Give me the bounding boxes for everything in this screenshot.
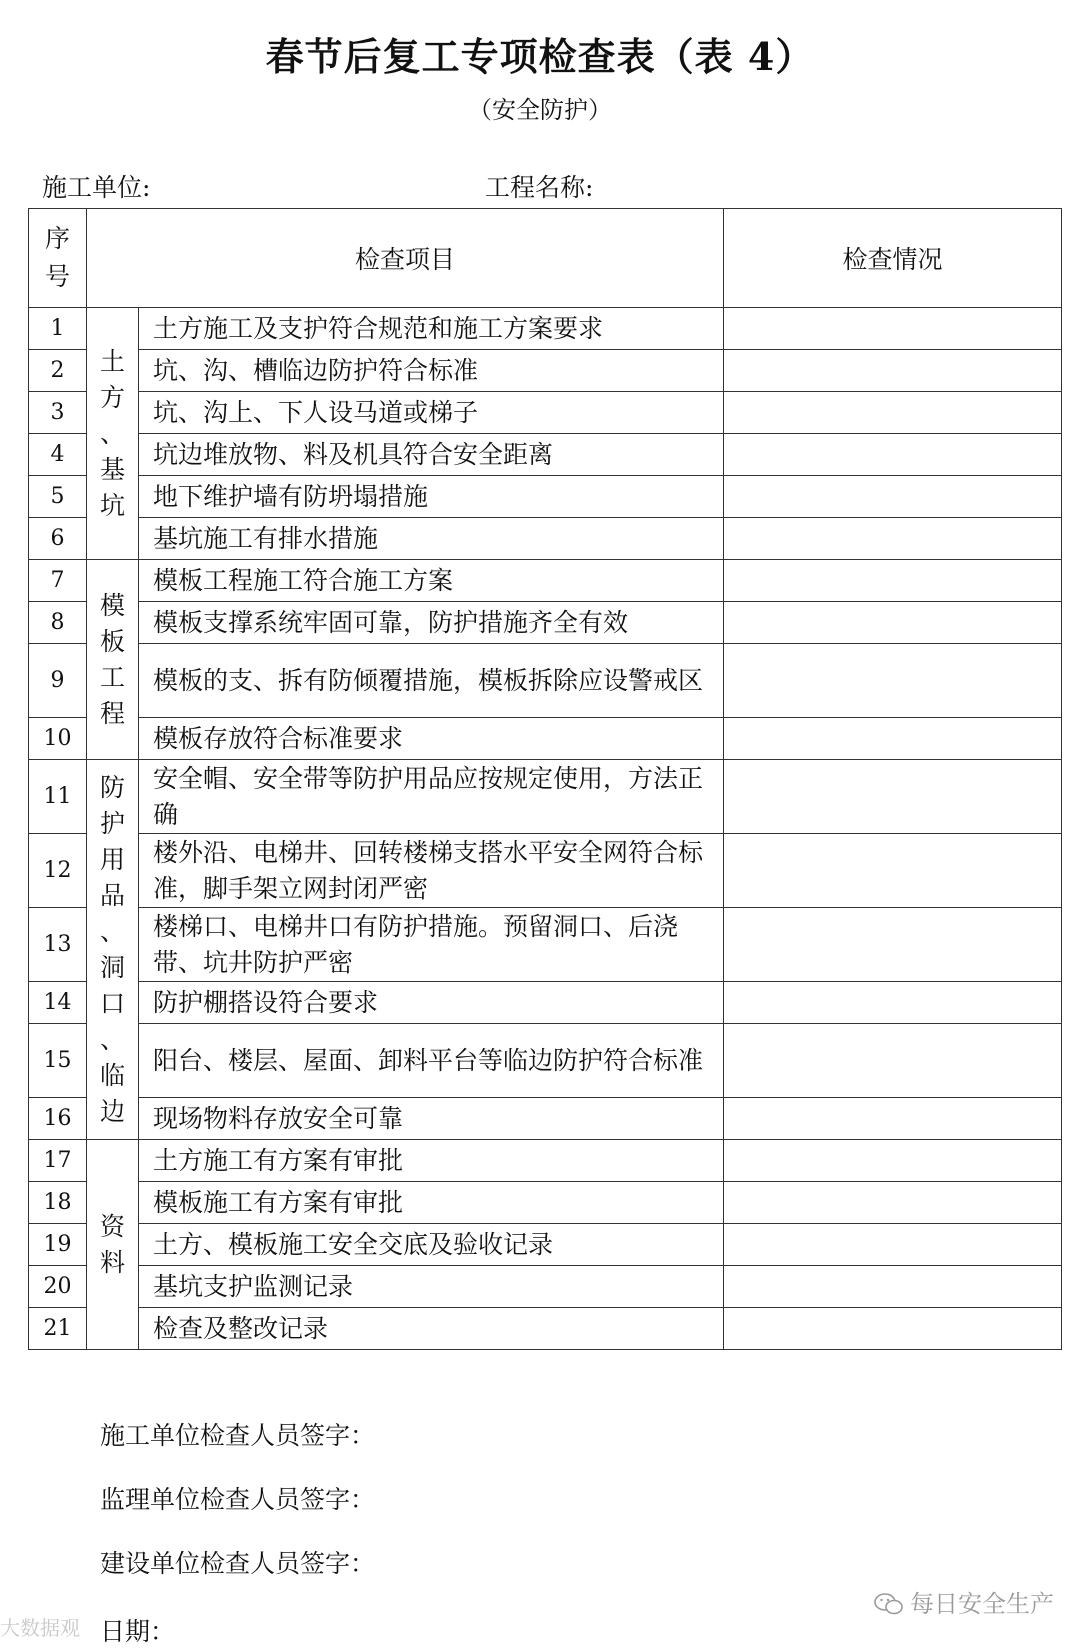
inspection-table [28, 208, 1062, 1350]
construction-unit-label: 施工单位: [42, 173, 151, 202]
table-row [29, 1140, 1062, 1182]
check-status-cell[interactable] [724, 644, 1062, 718]
row-number: 2 [29, 350, 87, 392]
row-number: 15 [29, 1024, 87, 1098]
date-label: 日期： [100, 1617, 176, 1646]
row-number: 20 [29, 1266, 87, 1308]
check-item: 坑、沟、槽临边防护符合标准 [139, 350, 724, 392]
row-number: 8 [29, 602, 87, 644]
table-row [29, 1308, 1062, 1350]
check-item: 土方、模板施工安全交底及验收记录 [139, 1224, 724, 1266]
table-row [29, 644, 1062, 718]
check-item: 模板存放符合标准要求 [139, 718, 724, 760]
check-item: 基坑施工有排水措施 [139, 518, 724, 560]
check-status-cell[interactable] [724, 908, 1062, 982]
row-number: 4 [29, 434, 87, 476]
check-status-cell[interactable] [724, 982, 1062, 1024]
check-item: 模板的支、拆有防倾覆措施，模板拆除应设警戒区 [139, 644, 724, 718]
check-status-cell[interactable] [724, 392, 1062, 434]
wechat-icon [874, 1592, 904, 1616]
check-item: 基坑支护监测记录 [139, 1266, 724, 1308]
check-status-cell[interactable] [724, 1024, 1062, 1098]
project-name-label: 工程名称: [485, 173, 594, 202]
check-status-cell[interactable] [724, 1182, 1062, 1224]
row-number: 13 [29, 908, 87, 982]
check-status-cell[interactable] [724, 560, 1062, 602]
category-cell [87, 308, 139, 560]
table-row [29, 1182, 1062, 1224]
table-row [29, 1098, 1062, 1140]
row-number: 1 [29, 308, 87, 350]
watermark-right [874, 1584, 1054, 1619]
table-row [29, 560, 1062, 602]
check-status-cell[interactable] [724, 834, 1062, 908]
header-seq [29, 209, 87, 308]
check-status-cell[interactable] [724, 718, 1062, 760]
table-row [29, 602, 1062, 644]
check-status-cell[interactable] [724, 350, 1062, 392]
category-label: 土 方 、 基 坑 [99, 346, 125, 520]
check-item: 模板工程施工符合施工方案 [139, 560, 724, 602]
table-row [29, 308, 1062, 350]
check-item: 防护棚搭设符合要求 [139, 982, 724, 1024]
page-title: 春节后复工专项检查表（表 4） [265, 34, 815, 79]
check-status-cell[interactable] [724, 1224, 1062, 1266]
header-item: 检查项目 [87, 209, 724, 308]
watermark-right-text: 每日安全生产 [910, 1590, 1054, 1618]
row-number: 18 [29, 1182, 87, 1224]
watermark-left: 大数据观 [0, 1616, 80, 1640]
table-row [29, 1024, 1062, 1098]
row-number: 17 [29, 1140, 87, 1182]
check-item: 安全帽、安全带等防护用品应按规定使用，方法正确 [139, 760, 724, 834]
table-row [29, 350, 1062, 392]
row-number: 6 [29, 518, 87, 560]
header-status: 检查情况 [724, 209, 1062, 308]
category-cell [87, 760, 139, 1140]
table-row [29, 718, 1062, 760]
row-number: 12 [29, 834, 87, 908]
category-label: 资 料 [99, 1211, 125, 1277]
category-label: 防 护 用 品 、 洞 口 、 临 边 [99, 772, 125, 1126]
check-status-cell[interactable] [724, 308, 1062, 350]
row-number: 9 [29, 644, 87, 718]
row-number: 10 [29, 718, 87, 760]
check-item: 现场物料存放安全可靠 [139, 1098, 724, 1140]
check-item: 坑、沟上、下人设马道或梯子 [139, 392, 724, 434]
table-row [29, 834, 1062, 908]
header-seq-label: 序 号 [44, 224, 70, 291]
row-number: 19 [29, 1224, 87, 1266]
check-status-cell[interactable] [724, 1098, 1062, 1140]
check-item: 地下维护墙有防坍塌措施 [139, 476, 724, 518]
row-number: 14 [29, 982, 87, 1024]
table-row [29, 982, 1062, 1024]
row-number: 5 [29, 476, 87, 518]
check-item: 模板施工有方案有审批 [139, 1182, 724, 1224]
table-row [29, 434, 1062, 476]
check-status-cell[interactable] [724, 476, 1062, 518]
supervision-signature-label: 监理单位检查人员签字： [100, 1485, 376, 1514]
check-status-cell[interactable] [724, 1266, 1062, 1308]
check-item: 楼外沿、电梯井、回转楼梯支搭水平安全网符合标准，脚手架立网封闭严密 [139, 834, 724, 908]
row-number: 21 [29, 1308, 87, 1350]
check-item: 土方施工及支护符合规范和施工方案要求 [139, 308, 724, 350]
row-number: 11 [29, 760, 87, 834]
check-status-cell[interactable] [724, 602, 1062, 644]
category-cell [87, 1140, 139, 1350]
category-cell [87, 560, 139, 760]
table-row [29, 392, 1062, 434]
check-status-cell[interactable] [724, 1140, 1062, 1182]
check-item: 楼梯口、电梯井口有防护措施。预留洞口、后浇带、坑井防护严密 [139, 908, 724, 982]
check-item: 土方施工有方案有审批 [139, 1140, 724, 1182]
row-number: 3 [29, 392, 87, 434]
table-header-row [29, 209, 1062, 308]
row-number: 16 [29, 1098, 87, 1140]
check-status-cell[interactable] [724, 518, 1062, 560]
construction-signature-label: 施工单位检查人员签字： [100, 1421, 376, 1450]
check-status-cell[interactable] [724, 760, 1062, 834]
table-row [29, 760, 1062, 834]
table-row [29, 1224, 1062, 1266]
check-item: 模板支撑系统牢固可靠，防护措施齐全有效 [139, 602, 724, 644]
check-item: 检查及整改记录 [139, 1308, 724, 1350]
owner-signature-label: 建设单位检查人员签字： [100, 1549, 376, 1578]
check-status-cell[interactable] [724, 1308, 1062, 1350]
check-item: 坑边堆放物、料及机具符合安全距离 [139, 434, 724, 476]
page-subtitle: （安全防护） [468, 96, 612, 124]
check-status-cell[interactable] [724, 434, 1062, 476]
table-row [29, 1266, 1062, 1308]
table-row [29, 908, 1062, 982]
table-row [29, 518, 1062, 560]
row-number: 7 [29, 560, 87, 602]
check-item: 阳台、楼层、屋面、卸料平台等临边防护符合标准 [139, 1024, 724, 1098]
category-label: 模 板 工 程 [99, 590, 125, 728]
table-row [29, 476, 1062, 518]
